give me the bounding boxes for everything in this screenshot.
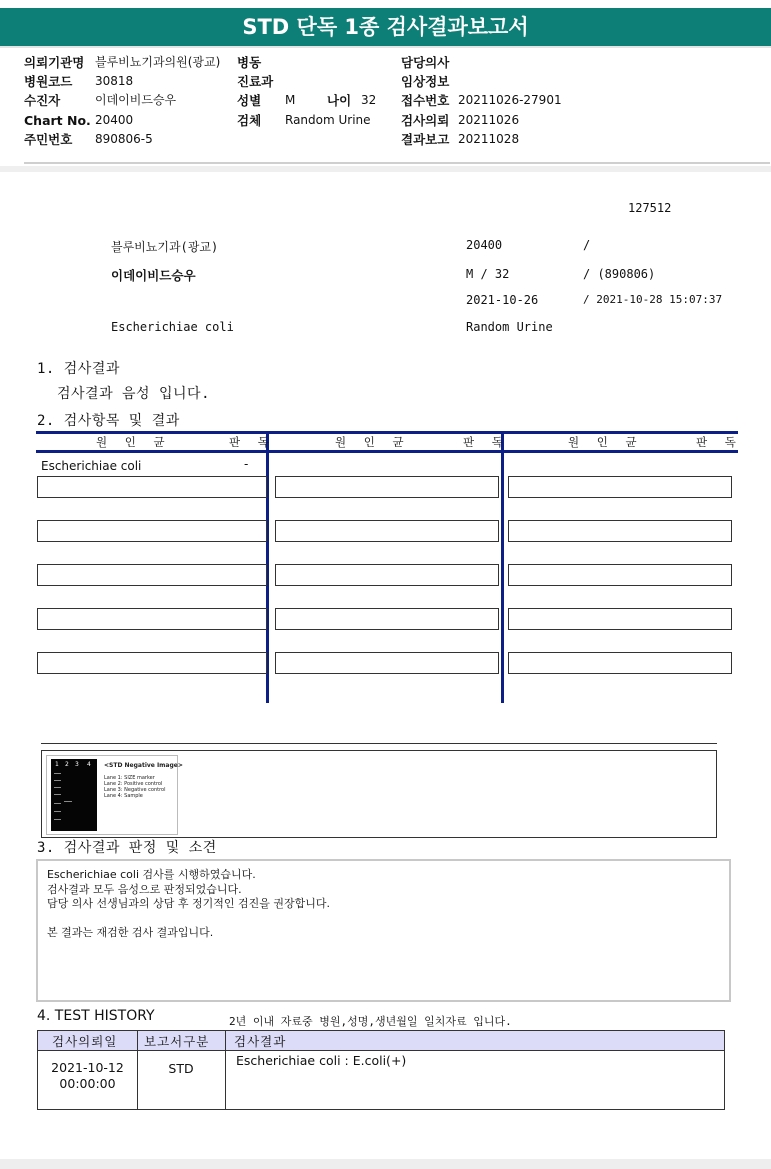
receipt-no-label: 접수번호 xyxy=(401,93,450,108)
ladder-band xyxy=(54,811,61,812)
opinion-line: Escherichiae coli 검사를 시행하였습니다. xyxy=(47,868,256,881)
section1-text: 검사결과 음성 입니다. xyxy=(57,386,211,402)
result-cell xyxy=(275,564,499,586)
chart-no-value: 20400 xyxy=(95,113,134,127)
result-cell xyxy=(275,476,499,498)
section2-title: 2. 검사항목 및 결과 xyxy=(37,413,180,429)
opinion-line: 검사결과 모두 음성으로 판정되었습니다. xyxy=(47,882,242,896)
result-cell xyxy=(508,564,732,586)
gray-band xyxy=(0,166,771,172)
result-cell xyxy=(508,520,732,542)
lane-number: 3 xyxy=(75,761,79,768)
history-column-divider xyxy=(225,1031,226,1109)
gel-legend-item: Lane 4: Sample xyxy=(104,793,143,799)
gel-legend-item: Lane 1: SIZE marker xyxy=(104,775,155,781)
opinion-line xyxy=(47,912,720,927)
image-divider xyxy=(41,743,717,744)
history-result: Escherichiae coli : E.coli(+) xyxy=(236,1053,407,1068)
history-type: STD xyxy=(168,1061,194,1076)
section4-note: 2년 이내 자료중 병원,성명,생년월일 일치자료 입니다. xyxy=(229,1015,512,1028)
receipt-no-value: 20211026-27901 xyxy=(458,93,562,107)
dept-label: 진료과 xyxy=(237,74,274,89)
sex-value: M xyxy=(285,93,296,107)
request-date-label: 검사의뢰 xyxy=(401,113,450,128)
history-header-date: 검사의뢰일 xyxy=(52,1034,118,1049)
section1-title: 1. 검사결과 xyxy=(37,361,120,377)
history-header-type: 보고서구분 xyxy=(144,1034,210,1049)
summary-test-item: Escherichiae coli xyxy=(111,320,234,334)
patient-value: 이데이비드승우 xyxy=(95,93,177,107)
result-cell xyxy=(508,608,732,630)
history-header-row xyxy=(38,1031,724,1051)
col-header-pathogen: 원 인 균 xyxy=(96,435,172,449)
hospital-label: 의뢰기관명 xyxy=(24,55,85,70)
lane-number: 4 xyxy=(87,761,91,768)
header-info-left xyxy=(24,53,244,153)
summary-chart-no: 20400 xyxy=(466,238,503,252)
sex-label: 성별 xyxy=(237,93,262,108)
report-date-value: 20211028 xyxy=(458,132,520,146)
result-cell xyxy=(275,520,499,542)
history-header-result: 검사결과 xyxy=(234,1034,287,1049)
resident-no-label: 주민번호 xyxy=(24,132,73,147)
result-cell xyxy=(37,564,267,586)
result-pathogen: Escherichiae coli xyxy=(41,459,142,473)
result-cell xyxy=(275,608,499,630)
result-cell xyxy=(275,652,499,674)
specimen-label: 검체 xyxy=(237,113,262,128)
result-cell xyxy=(37,652,267,674)
header-info-divider xyxy=(24,162,770,164)
col-header-pathogen: 원 인 균 xyxy=(335,435,411,449)
hospital-code-label: 병원코드 xyxy=(24,74,73,89)
age-value: 32 xyxy=(361,93,377,107)
gel-image-panel xyxy=(41,750,717,838)
age-label: 나이 xyxy=(327,93,352,108)
col-header-judge: 판 독 xyxy=(229,435,276,449)
history-date: 2021-10-12 xyxy=(51,1060,124,1075)
col-header-pathogen: 원 인 균 xyxy=(568,435,644,449)
history-table xyxy=(37,1030,725,1110)
result-cell xyxy=(37,608,267,630)
result-judgment: - xyxy=(244,457,249,471)
gel-legend-item: Lane 2: Positive control xyxy=(104,781,163,787)
table-header-border xyxy=(36,450,738,453)
ladder-band xyxy=(54,819,61,820)
header-info-right xyxy=(401,53,601,153)
clinical-info-label: 임상정보 xyxy=(401,74,450,89)
header-divider xyxy=(0,46,771,48)
specimen-value: Random Urine xyxy=(285,113,371,127)
report-title: STD 단독 1종 검사결과보고서 xyxy=(0,8,771,47)
lane-number: 1 xyxy=(55,761,59,768)
opinion-box xyxy=(36,859,731,1002)
history-time: 00:00:00 xyxy=(59,1076,116,1091)
summary-report-datetime: / 2021-10-28 15:07:37 xyxy=(583,293,723,306)
section4-title: 4. TEST HISTORY xyxy=(37,1008,155,1024)
header-info-middle xyxy=(237,53,397,153)
hospital-code-value: 30818 xyxy=(95,74,134,88)
report-date-label: 결과보고 xyxy=(401,132,450,147)
summary-hospital: 블루비뇨기과(광교) xyxy=(111,240,219,254)
column-divider xyxy=(501,431,504,703)
report-number: 127512 xyxy=(628,201,672,215)
opinion-line: 담당 의사 선생님과의 상담 후 정기적인 검진을 권장합니다. xyxy=(47,897,330,910)
result-cell xyxy=(508,652,732,674)
gel-legend-title: <STD Negative Image> xyxy=(104,762,183,769)
page-footer xyxy=(0,1159,771,1169)
gel-image xyxy=(51,759,97,831)
ladder-band xyxy=(54,773,61,774)
lane-number: 2 xyxy=(65,761,69,768)
result-cell xyxy=(37,476,267,498)
ward-label: 병동 xyxy=(237,55,262,70)
result-cell xyxy=(508,476,732,498)
summary-request-date: 2021-10-26 xyxy=(466,293,539,307)
summary-sex-age: M / 32 xyxy=(466,267,510,281)
result-table xyxy=(36,431,743,703)
hospital-value: 블루비뇨기과의원(광교) xyxy=(95,55,221,69)
gel-legend-item: Lane 3: Negative control xyxy=(104,787,166,793)
summary-patient-name: 이데이비드승우 xyxy=(111,268,196,283)
col-header-judge: 판 독 xyxy=(463,435,510,449)
ladder-band xyxy=(54,803,61,804)
patient-label: 수진자 xyxy=(24,93,61,108)
positive-band xyxy=(64,801,72,802)
doctor-label: 담당의사 xyxy=(401,55,450,70)
resident-no-value: 890806-5 xyxy=(95,132,153,146)
opinion-line: 본 결과는 재검한 검사 결과입니다. xyxy=(47,926,214,939)
result-cell xyxy=(37,520,267,542)
ladder-band xyxy=(54,794,61,795)
section3-title: 3. 검사결과 판정 및 소견 xyxy=(37,840,217,856)
col-header-judge: 판 독 xyxy=(696,435,743,449)
ladder-band xyxy=(54,787,61,788)
summary-birth: / (890806) xyxy=(583,267,656,281)
summary-slash: / xyxy=(583,238,591,252)
ladder-band xyxy=(54,780,61,781)
summary-specimen: Random Urine xyxy=(466,320,553,334)
request-date-value: 20211026 xyxy=(458,113,520,127)
chart-no-label: Chart No. xyxy=(24,113,91,128)
